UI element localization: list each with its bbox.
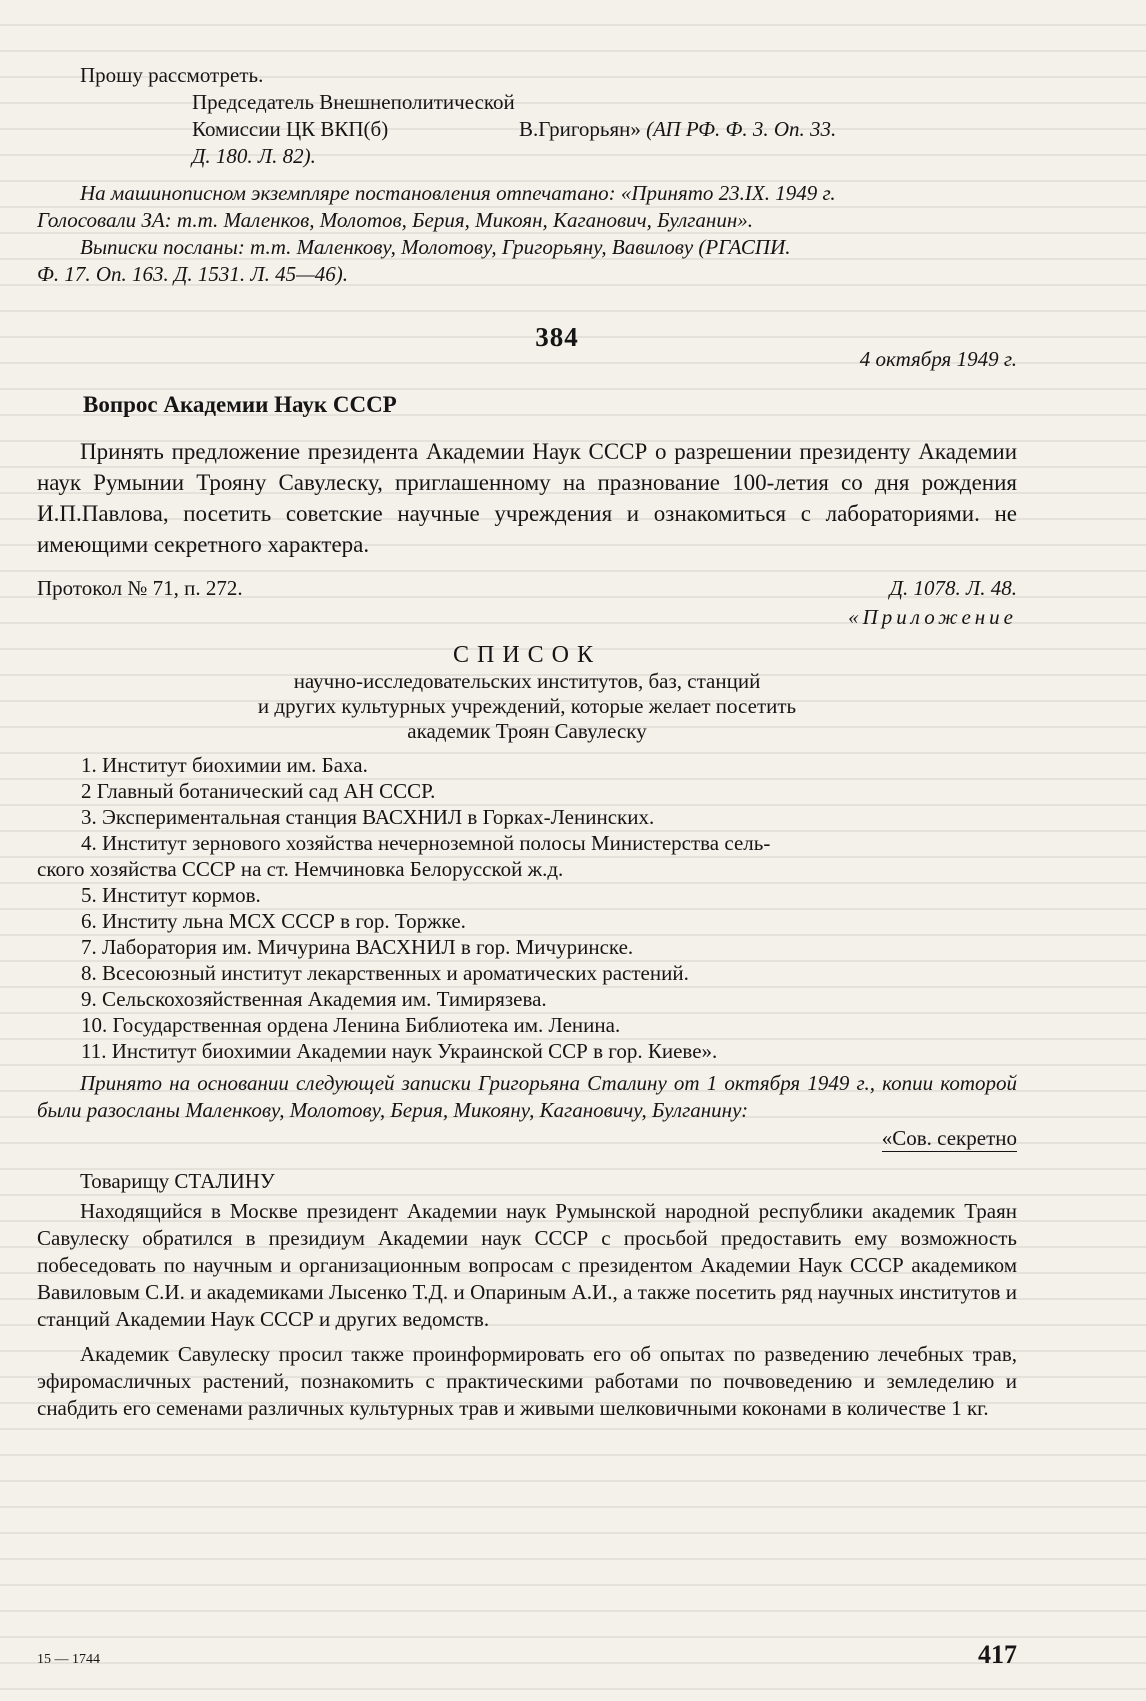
list-item: 5. Институт кормов.	[81, 883, 261, 907]
signature-line-2	[192, 116, 1017, 143]
signature-name: В.Григорьян»	[519, 117, 641, 141]
document-page	[37, 62, 1017, 1422]
signature-line-1: Председатель Внешнеполитической	[192, 90, 515, 114]
secrecy-label: «Сов. секретно	[881, 1126, 1017, 1150]
letter-body	[37, 1198, 1017, 1422]
list-item: 10. Государственная ордена Ленина Библиотека им. Ленина.	[81, 1013, 621, 1037]
signature-commission: Комиссии ЦК ВКП(б)	[192, 117, 389, 141]
appendix-label: «Приложение	[848, 605, 1017, 629]
decision-text: Принять предложение президента Академии Наук СССР о разрешении президенту Академии наук Румынии Трояну Савулеску, приглашенному на празнование 100-летия со дня рождения И.П.Павлова, посетить советские научные учреждения и ознакомиться с лабораториями. не имеющими секретного характера.	[37, 439, 1017, 557]
list-subtitle-1: научно-исследовательских институтов, баз, станций	[293, 669, 761, 693]
signature-code: 15 — 1744	[37, 1652, 100, 1667]
note-line-2: Голосовали ЗА: т.т. Маленков, Молотов, Берия, Микоян, Каганович, Булганин».	[37, 208, 754, 232]
list-item: 4. Институт зернового хозяйства нечерноземной полосы Министерства сель-	[81, 831, 771, 855]
institutions-list	[37, 752, 1017, 1064]
letter-paragraph-2: Академик Савулеску просил также проинформировать его об опытах по разведению лечебных трав, эфиромасличных растений, познакомить с практическими работами по почвоведению и земледелию и снабдить его семенами различных культурных трав и живыми шелковичными коконами в количестве 1 кг.	[37, 1342, 1017, 1420]
note-line-3: Выписки посланы: т.т. Маленкову, Молотову, Григорьяну, Вавилову (РГАСПИ.	[80, 235, 791, 259]
protocol-ref: Протокол № 71, п. 272.	[37, 576, 243, 600]
archive-ref-cont: Д. 180. Л. 82).	[192, 144, 316, 168]
list-item: 7. Лаборатория им. Мичурина ВАСХНИЛ в гор. Мичуринске.	[81, 935, 634, 959]
decision-block	[37, 436, 1017, 560]
list-item: 2 Главный ботанический сад АН СССР.	[81, 779, 436, 803]
page-footer	[37, 1640, 1017, 1670]
note-line-1: На машинописном экземпляре постановления отпечатано: «Принято 23.IX. 1949 г.	[80, 181, 836, 205]
list-item: 3. Экспериментальная станция ВАСХНИЛ в Горках-Ленинских.	[81, 805, 655, 829]
document-date: 4 октября 1949 г.	[859, 347, 1017, 371]
document-heading: Вопрос Академии Наук СССР	[83, 392, 397, 417]
secrecy-stamp	[37, 1126, 1017, 1151]
page-number: 417	[978, 1640, 1017, 1669]
letter-paragraph-1: Находящийся в Москве президент Академии наук Румынской народной республики академик Траян Савулеску обратился в президиум Академии наук СССР с просьбой предоставить ему возможность побеседовать по научным и организационным вопросам с президентом Академии Наук СССР академиком Вавиловым С.И. и академиками Лысенко Т.Д. и Опариным А.И., а также посетить ряд научных институтов и станций Академии Наук СССР и других ведомств.	[37, 1199, 1017, 1331]
adoption-note: Принято на основании следующей записки Григорьяна Сталину от 1 октября 1949 г., копии которой были разосланы Маленкову, Молотову, Берия, Микояну, Кагановичу, Булганину:	[37, 1071, 1017, 1122]
list-subtitle-3: академик Троян Савулеску	[407, 719, 647, 743]
list-item: 8. Всесоюзный институт лекарственных и ароматических растений.	[81, 961, 689, 985]
list-item-continuation: ского хозяйства СССР на ст. Немчиновка Белорусской ж.д.	[37, 857, 564, 881]
signature-block	[37, 89, 1017, 170]
note-line-4: Ф. 17. Оп. 163. Д. 1531. Л. 45—46).	[37, 262, 349, 286]
letter-addressee: Товарищу СТАЛИНУ	[80, 1169, 275, 1193]
document-number: 384	[535, 322, 579, 352]
protocol-archive: Д. 1078. Л. 48.	[889, 576, 1017, 600]
archive-ref: (АП РФ. Ф. 3. Оп. 33.	[646, 117, 837, 141]
list-item: 1. Институт биохимии им. Баха.	[81, 753, 368, 777]
list-item: 11. Институт биохимии Академии наук Украинской ССР в гор. Киеве».	[81, 1039, 718, 1063]
list-subtitle-2: и других культурных учреждений, которые желает посетить	[257, 694, 797, 718]
list-title: СПИСОК	[452, 642, 602, 668]
request-line: Прошу рассмотреть.	[80, 63, 264, 87]
list-item: 6. Институ льна МСХ СССР в гор. Торжке.	[81, 909, 466, 933]
protocol-line	[37, 576, 1017, 601]
list-item: 9. Сельскохозяйственная Академия им. Тимирязева.	[81, 987, 547, 1011]
